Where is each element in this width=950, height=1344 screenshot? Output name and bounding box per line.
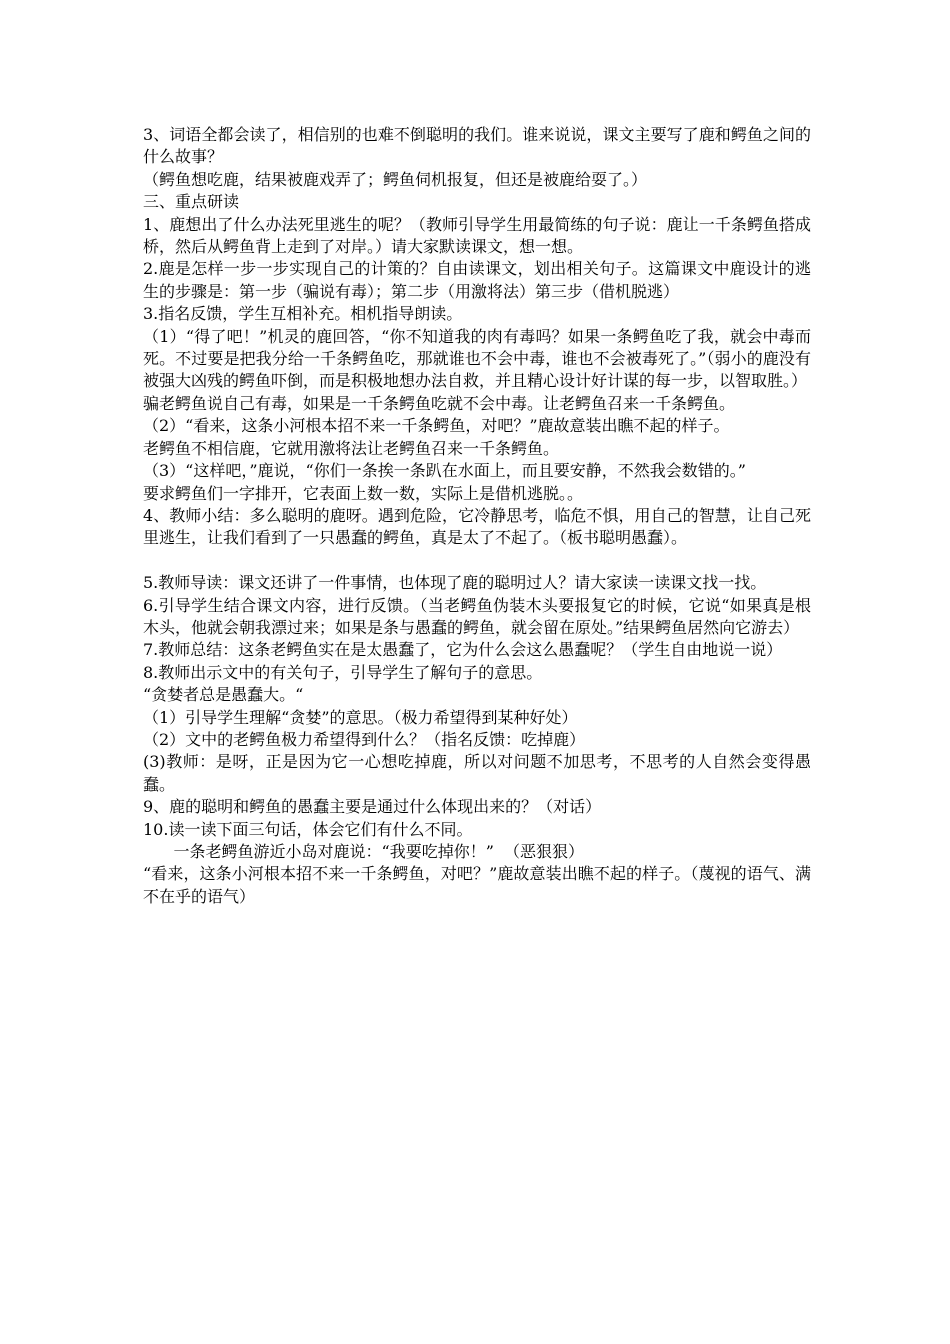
paragraph-3: 1、鹿想出了什么办法死里逃生的呢？（教师引导学生用最简练的句子说：鹿让一千条鳄鱼搭成桥，然后从鳄鱼背上走到了对岸。）请大家默读课文，想一想。	[143, 214, 811, 257]
paragraph-20: (3)教师：是呀，正是因为它一心想吃掉鹿，所以对问题不加思考，不思考的人自然会变得愚蠢。	[143, 752, 811, 794]
paragraph-11: 要求鳄鱼们一字排开，它表面上数一数，实际上是借机逃脱。。	[143, 483, 584, 503]
paragraph-4: 2.鹿是怎样一步一步实现自己的计策的？自由读课文，划出相关句子。这篇课文中鹿设计的逃生的步骤是：第一步（骗说有毒）；第二步（用激将法）第三步（借机脱逃）	[143, 259, 811, 301]
paragraph-19: （2）文中的老鳄鱼极力希望得到什么？（指名反馈：吃掉鹿）	[143, 729, 586, 749]
document-page	[143, 124, 811, 908]
paragraph-13: 5.教师导读：课文还讲了一件事情，也体现了鹿的聪明过人？请大家读一读课文找一找。	[143, 573, 767, 593]
paragraph-14: 6.引导学生结合课文内容，进行反馈。（当老鳄鱼伪装木头要报复它的时候，它说“如果真是根木头，他就会朝我漂过来；如果是条与愚蠢的鳄鱼，就会留在原处。”结果鳄鱼居然向它游去）	[143, 595, 811, 637]
paragraph-22: 10.读一读下面三句话，体会它们有什么不同。	[143, 819, 473, 839]
blank-line	[143, 550, 811, 572]
paragraph-9: 老鳄鱼不相信鹿，它就用激将法让老鳄鱼召来一千条鳄鱼。	[143, 438, 560, 458]
paragraph-17: “贪婪者总是愚蠢大。“	[143, 685, 304, 705]
paragraph-8: （2）“看来，这条小河根本招不来一千条鳄鱼，对吧？”鹿故意装出瞧不起的样子。	[143, 416, 730, 436]
paragraph-6: （1）“得了吧！”机灵的鹿回答，“你不知道我的肉有毒吗？如果一条鳄鱼吃了我，就会中毒而死。不过要是把我分给一千条鳄鱼吃，那就谁也不会中毒，谁也不会被毒死了。”（弱小的鹿没有被强大凶残的鳄鱼吓倒，而是积极地想办法自救，并且精心设计好计谋的每一步，以智取胜。）	[143, 326, 811, 391]
paragraph-12: 4、教师小结：多么聪明的鹿呀。遇到危险，它冷静思考，临危不惧，用自己的智慧，让自己死里逃生，让我们看到了一只愚蠢的鳄鱼，真是太了不起了。（板书聪明愚蠢）。	[143, 505, 811, 548]
section-heading: 三、重点研读	[143, 192, 240, 212]
paragraph-18: （1）引导学生理解“贪婪”的意思。（极力希望得到某种好处）	[143, 707, 578, 727]
paragraph-23: 一条老鳄鱼游近小岛对鹿说：“我要吃掉你！” （恶狠狠）	[143, 841, 585, 861]
paragraph-15: 7.教师总结：这条老鳄鱼实在是太愚蠢了，它为什么会这么愚蠢呢？（学生自由地说一说）	[143, 640, 783, 660]
paragraph-1: 3、词语全都会读了，相信别的也难不倒聪明的我们。谁来说说，课文主要写了鹿和鳄鱼之间的什么故事？	[143, 125, 811, 167]
paragraph-7: 骗老鳄鱼说自己有毒，如果是一千条鳄鱼吃就不会中毒。让老鳄鱼召来一千条鳄鱼。	[143, 393, 736, 413]
paragraph-24: “看来，这条小河根本招不来一千条鳄鱼，对吧？”鹿故意装出瞧不起的样子。（蔑视的语气、满不在乎的语气）	[143, 864, 811, 906]
paragraph-21: 9、鹿的聪明和鳄鱼的愚蠢主要是通过什么体现出来的？（对话）	[143, 797, 602, 817]
paragraph-2: （鳄鱼想吃鹿，结果被鹿戏弄了；鳄鱼伺机报复，但还是被鹿给耍了。）	[143, 169, 648, 189]
paragraph-5: 3.指名反馈，学生互相补充。相机指导朗读。	[143, 304, 463, 324]
paragraph-16: 8.教师出示文中的有关句子，引导学生了解句子的意思。	[143, 662, 543, 682]
paragraph-10: （3）“这样吧，”鹿说，“你们一条挨一条趴在水面上，而且要安静，不然我会数错的。”	[143, 461, 746, 481]
